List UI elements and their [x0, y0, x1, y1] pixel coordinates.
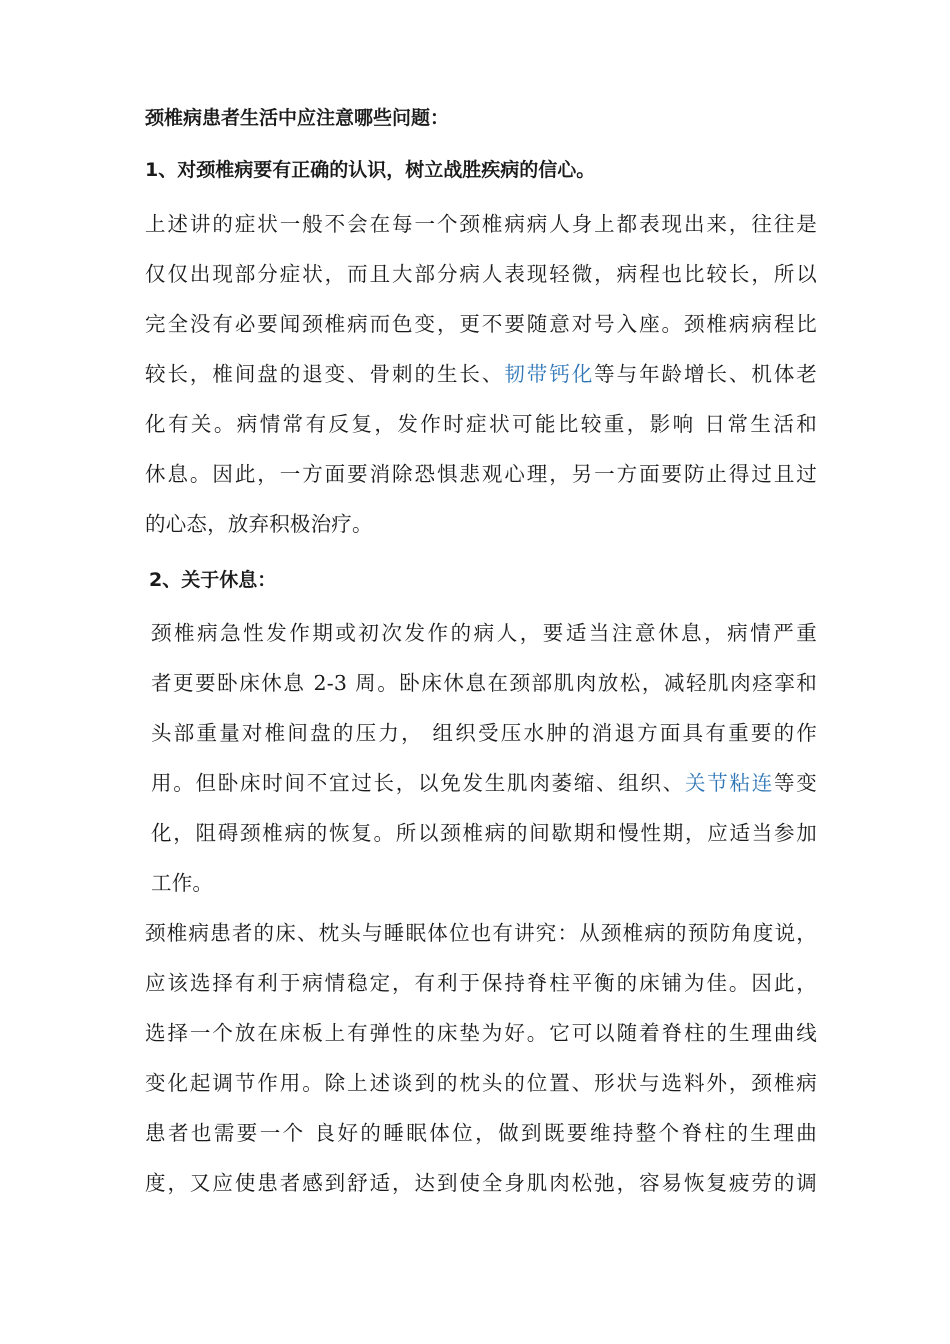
text-line: [145, 349, 817, 399]
text-line: 者更要卧床休息 2-3 周。卧床休息在颈部肌肉放松，减轻肌肉痉挛和: [151, 671, 817, 695]
text-line: 工作。: [151, 871, 214, 895]
text-line: [151, 758, 817, 808]
section-1-heading: 1、对颈椎病要有正确的认识，树立战胜疾病的信心。: [145, 159, 596, 181]
text-line: 完全没有必要闻颈椎病而色变，更不要随意对号入座。颈椎病病程比: [145, 312, 817, 336]
document-body: [145, 104, 817, 1208]
text-line: 的心态，放弃积极治疗。: [145, 512, 373, 536]
text-segment: 较长，椎间盘的退变、骨刺的生长、: [145, 362, 505, 386]
text-line: 上述讲的症状一般不会在每一个颈椎病病人身上都表现出来，往往是: [145, 212, 817, 236]
ligament-calcification-link[interactable]: 韧带钙化: [504, 362, 595, 386]
text-line: 头部重量对椎间盘的压力， 组织受压水肿的消退方面具有重要的作: [151, 721, 817, 745]
page-title: 颈椎病患者生活中应注意哪些问题：: [145, 107, 450, 129]
text-segment: 等与年龄增长、机体老: [594, 362, 817, 386]
section-1-paragraph: [145, 199, 817, 549]
text-line: 仅仅出现部分症状，而且大部分病人表现轻微，病程也比较长，所以: [145, 262, 817, 286]
text-line: 化有关。病情常有反复，发作时症状可能比较重，影响 日常生活和: [145, 412, 817, 436]
text-line: 颈椎病急性发作期或初次发作的病人，要适当注意休息，病情严重: [151, 621, 817, 645]
section-3-paragraph: [145, 908, 817, 1208]
section-2-heading: 2、关于休息：: [149, 569, 277, 591]
text-line: 颈椎病患者的床、枕头与睡眠体位也有讲究：从颈椎病的预防角度说，: [145, 921, 817, 945]
text-segment: 用。但卧床时间不宜过长，以免发生肌肉萎缩、组织、: [151, 771, 686, 795]
text-segment: 等变: [774, 771, 817, 795]
text-line: 应该选择有利于病情稳定，有利于保持脊柱平衡的床铺为佳。因此，: [145, 971, 817, 995]
text-line: 化，阻碍颈椎病的恢复。所以颈椎病的间歇期和慢性期，应适当参加: [151, 821, 817, 845]
text-line: 患者也需要一个 良好的睡眠体位，做到既要维持整个脊柱的生理曲: [145, 1121, 817, 1145]
section-2-paragraph: [145, 608, 817, 908]
text-line: 变化起调节作用。除上述谈到的枕头的位置、形状与选料外，颈椎病: [145, 1071, 817, 1095]
text-line: 选择一个放在床板上有弹性的床垫为好。它可以随着脊柱的生理曲线: [145, 1021, 817, 1045]
text-line: 休息。因此，一方面要消除恐惧悲观心理，另一方面要防止得过且过: [145, 462, 817, 486]
text-line: 度，又应使患者感到舒适，达到使全身肌肉松弛，容易恢复疲劳的调: [145, 1171, 817, 1195]
joint-adhesion-link[interactable]: 关节粘连: [685, 771, 775, 795]
